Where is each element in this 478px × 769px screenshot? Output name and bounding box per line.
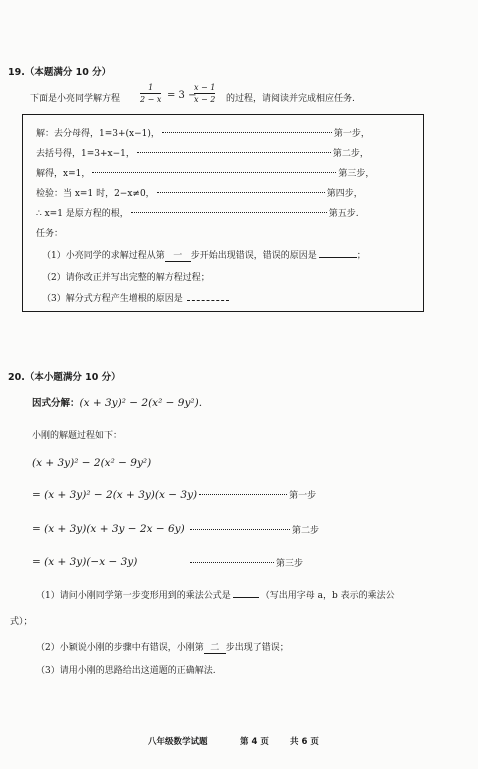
q19-intro-post: 的过程，请阅读并完成相应任务. <box>226 94 355 104</box>
q19-task-1-blank <box>319 257 357 258</box>
q20-line-1 <box>32 488 316 501</box>
q19-fraction-2 <box>194 83 215 104</box>
q20-line-3-expr: = (x + 3y)(−x − 3y) <box>32 556 138 568</box>
q20-line-3-tag: 第三步 <box>276 559 304 569</box>
q20-factor-line <box>32 395 202 409</box>
q20-question-2-post: 步出现了错误； <box>225 643 289 653</box>
q19-step-3-text: 解得，x=1， <box>36 169 91 179</box>
q19-step-4-tag: 第四步， <box>326 189 363 199</box>
q19-task-1-handwritten: 一 <box>165 248 191 262</box>
q19-task-1-mid: 步开始出现错误，错误的原因是 <box>190 251 317 261</box>
q20-question-1-cont: 式）； <box>10 617 33 627</box>
q19-header: 19.（本题满分 10 分） <box>8 67 112 78</box>
q19-step-4-leader <box>157 192 325 193</box>
q19-step-1-leader <box>162 132 332 133</box>
q20-line-2-tag: 第二步 <box>292 526 320 536</box>
q19-fraction-2-den: x − 2 <box>194 95 216 104</box>
q20-line-1-expr: = (x + 3y)² − 2(x + 3y)(x − 3y) <box>32 489 198 501</box>
q19-task-1-end: ； <box>356 251 366 261</box>
q19-step-2-leader <box>137 152 331 153</box>
q19-step-5-text: ∴ x=1 是原方程的根， <box>36 209 129 219</box>
q19-task-2: （2）请你改正并写出完整的解方程过程； <box>42 273 210 283</box>
q19-task-3 <box>42 291 229 304</box>
q19-eq-mid: = 3 − <box>167 90 197 101</box>
q20-question-1-post: （写出用字母 a，b 表示的乘法公 <box>260 591 395 601</box>
q20-line-2-expr: = (x + 3y)(x + 3y − 2x − 6y) <box>32 523 185 535</box>
q19-step-5-tag: 第五步. <box>328 209 359 219</box>
q20-question-3: （3）请用小刚的思路给出这道题的正确解法. <box>36 666 216 676</box>
q19-task-1-pre: （1）小亮同学的求解过程从第 <box>42 251 165 261</box>
q19-step-3-leader <box>92 172 336 173</box>
q19-step-4 <box>36 186 363 199</box>
q20-line-1-tag: 第一步 <box>289 491 317 501</box>
q20-question-1-blank <box>233 597 259 598</box>
q19-task-label: 任务： <box>36 229 64 239</box>
q20-question-2-pre: （2）小颖说小刚的步骤中有错误，小刚第 <box>36 643 204 653</box>
q19-fraction-1-den: 2 − x <box>140 95 162 104</box>
q20-header: 20.（本小题满分 10 分） <box>8 372 121 383</box>
q19-step-1 <box>36 126 370 139</box>
q20-line-1-leader <box>199 494 287 495</box>
q19-step-2-tag: 第二步， <box>332 149 369 159</box>
q19-step-3 <box>36 166 374 179</box>
q20-question-2 <box>36 640 289 654</box>
q19-step-2-text: 去括号得，1=3+x−1， <box>36 149 135 159</box>
q20-process-label: 小刚的解题过程如下： <box>32 431 123 441</box>
q19-step-2 <box>36 146 369 159</box>
q20-line-2-trail <box>188 523 319 536</box>
q19-step-1-text: 解：去分母得，1=3+(x−1)， <box>36 129 160 139</box>
q19-fraction-2-num: x − 1 <box>194 83 216 92</box>
q19-task-3-text: （3）解分式方程产生增根的原因是 <box>42 294 183 304</box>
q20-question-1-pre: （1）请问小刚同学第一步变形用到的乘法公式是 <box>36 591 231 601</box>
footer-total: 共 6 页 <box>290 737 319 747</box>
q19-step-5-leader <box>131 212 327 213</box>
q19-step-5 <box>36 206 359 219</box>
q20-line-2-leader <box>190 529 290 530</box>
footer-subject: 八年级数学试题 <box>148 737 208 747</box>
q19-intro-pre: 下面是小亮同学解方程 <box>30 94 121 104</box>
q19-task-3-blank <box>187 300 229 301</box>
q19-step-3-tag: 第三步， <box>338 169 375 179</box>
q19-task-1 <box>42 248 366 262</box>
q20-line-0: (x + 3y)² − 2(x² − 9y²) <box>32 457 152 469</box>
q19-fraction-1 <box>140 83 161 104</box>
q20-factor-expr: (x + 3y)² − 2(x² − 9y²). <box>79 397 203 409</box>
q20-factor-label: 因式分解： <box>32 398 80 409</box>
q19-step-4-text: 检验：当 x=1 时，2−x≠0， <box>36 189 155 199</box>
q20-question-2-handwritten: 二 <box>204 640 226 654</box>
q19-step-1-tag: 第一步， <box>333 129 370 139</box>
footer-page: 第 4 页 <box>240 737 269 747</box>
q20-line-3-trail <box>188 556 303 569</box>
q20-line-3-leader <box>190 562 274 563</box>
q19-fraction-1-num: 1 <box>148 83 154 92</box>
q20-question-1 <box>36 588 395 601</box>
